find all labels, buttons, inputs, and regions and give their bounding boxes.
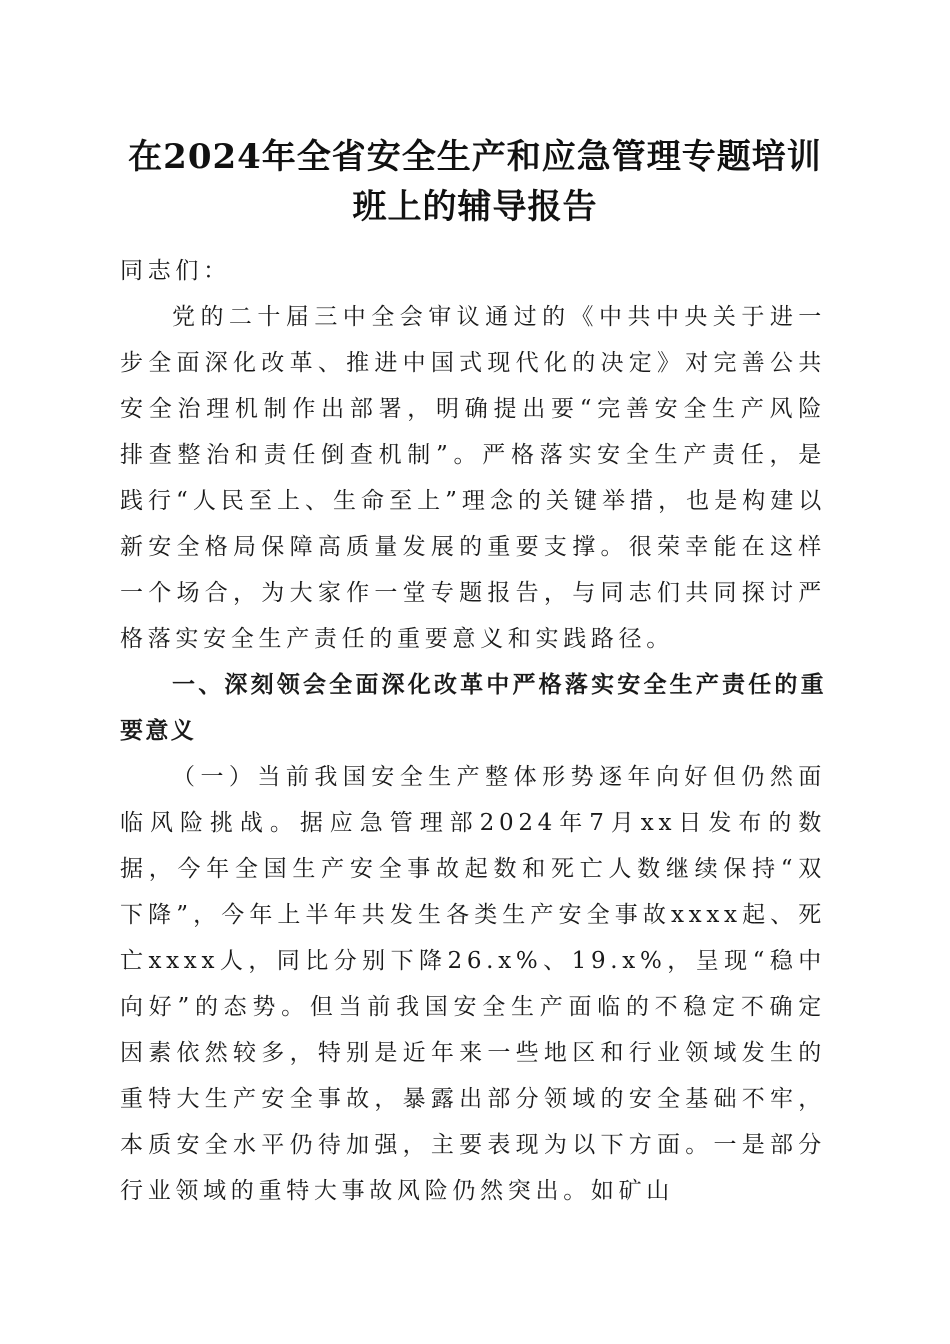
greeting: 同志们：: [120, 258, 231, 284]
document-body: [120, 248, 826, 1214]
paragraph-section-1-1: （一）当前我国安全生产整体形势逐年向好但仍然面临风险挑战。据应急管理部2024年7月xx日发布的数据，今年全国生产安全事故起数和死亡人数继续保持“双下降”，今年上半年共发生各类生产安全事故xxxx起、死亡xxxx人，同比分别下降26.x%、19.x%，呈现“稳中向好”的态势。但当前我国安全生产面临的不稳定不确定因素依然较多，特别是近年来一些地区和行业领域发生的重特大生产安全事故，暴露出部分领域的安全基础不牢，本质安全水平仍待加强，主要表现为以下方面。一是部分行业领域的重特大事故风险仍然突出。如矿山: [120, 764, 826, 1204]
title-line-1: 在2024年全省安全生产和应急管理专题培训: [128, 137, 822, 177]
section-heading-1: 一、深刻领会全面深化改革中严格落实安全生产责任的重要意义: [120, 672, 826, 744]
paragraph-intro: 党的二十届三中全会审议通过的《中共中央关于进一步全面深化改革、推进中国式现代化的决定》对完善公共安全治理机制作出部署，明确提出要“完善安全生产风险排查整治和责任倒查机制”。严格落实安全生产责任，是践行“人民至上、生命至上”理念的关键举措，也是构建以新安全格局保障高质量发展的重要支撑。很荣幸能在这样一个场合，为大家作一堂专题报告，与同志们共同探讨严格落实安全生产责任的重要意义和实践路径。: [120, 304, 826, 652]
document-title: [100, 132, 850, 232]
title-line-2: 班上的辅导报告: [352, 187, 598, 227]
